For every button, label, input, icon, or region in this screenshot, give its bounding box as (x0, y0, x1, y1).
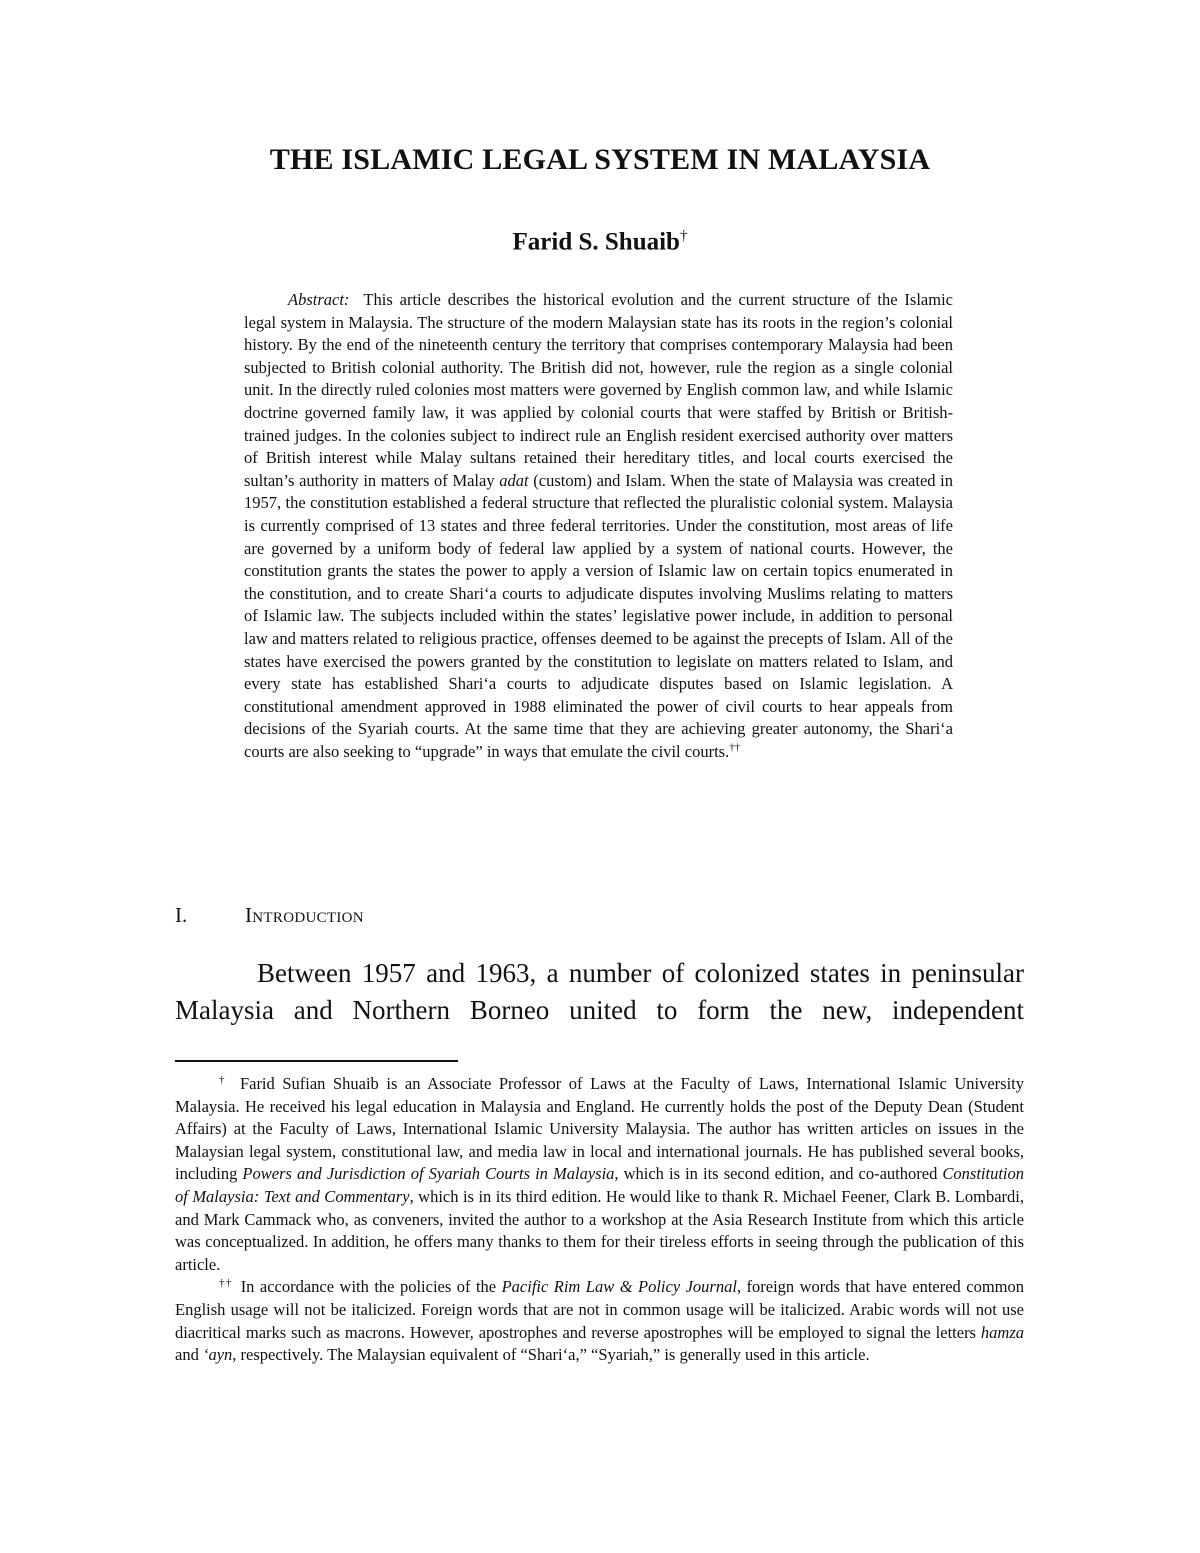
footnote-author-bio (175, 1073, 1024, 1276)
body-paragraph (175, 955, 1024, 1029)
footnote-1-text-part1: Farid Sufian Shuaib is an Associate Professor of Laws at the Faculty of Laws, International Islamic University Malaysia. He received his legal education in Malaysia and England. He currently holds the post of the Deputy Dean (Student Affairs) at the Faculty of Laws, International Islamic University Malaysia. The author has written articles on issues in the Malaysian legal system, constitutional law, and media law in local and international journals. He has published several books, including (175, 1074, 1024, 1184)
abstract-footnote-mark[interactable]: †† (729, 741, 741, 754)
footnote-2-conjunction: and (175, 1345, 199, 1365)
body-paragraph-text: Between 1957 and 1963, a number of colonized states in peninsular Malaysia and Northern Borneo united to form the new, independent (175, 958, 1024, 1025)
footnote-2-mark: †† (219, 1276, 233, 1289)
abstract-text-part1: This article describes the historical evolution and the current structure of the Islamic legal system in Malaysia. The structure of the modern Malaysian state has its roots in the region’s colonial history. By the end of the nineteenth century the territory that comprises contemporary Malaysia had been subjected to British colonial authority. The British did not, however, rule the region as a single colonial unit. In the directly ruled colonies most matters were governed by English common law, and while Islamic doctrine governed family law, it was applied by colonial courts that were staffed by British or British-trained judges. In the colonies subject to indirect rule an English resident exercised authority over matters of British interest while Malay sultans retained their hereditary titles, and local courts exercised the sultan’s authority in matters of Malay (244, 290, 953, 490)
footnote-1-book-title-2: Constitution of Malaysia: Text and Commentary (175, 1164, 1025, 1206)
footnote-1-text-part2: , which is in its second edition, and co-authored (614, 1164, 938, 1184)
footnotes (175, 1073, 1024, 1367)
author-line (0, 220, 1200, 258)
section-heading-introduction (175, 900, 364, 930)
footnote-divider (175, 1060, 458, 1062)
footnote-2-text-part3: , respectively. The Malaysian equivalent of “Shari‘a,” “Syariah,” is generally used in this article. (232, 1345, 870, 1365)
author-footnote-mark[interactable]: † (679, 228, 688, 244)
page-title: THE ISLAMIC LEGAL SYSTEM IN MALAYSIA (269, 143, 931, 176)
section-name: Introduction (245, 903, 364, 927)
footnote-2-text-part2: , foreign words that have entered common English usage will not be italicized. Foreign words that are not in common usage will be italicized. Arabic words will not use diacritical marks such as macrons. However, apostrophes and reverse apostrophes will be employed to signal the letters (175, 1277, 1024, 1342)
footnote-2-text-part1: In accordance with the policies of the (240, 1277, 497, 1297)
footnote-1-text-part3: , which is in its third edition. He would like to thank R. Michael Feener, Clark B. Lombardi, and Mark Cammack who, as conveners, invited the author to a workshop at the Asia Research Institute from which this article was conceptualized. In addition, he offers many thanks to them for their tireless efforts in seeing through the publication of this article. (175, 1186, 1024, 1274)
abstract (244, 289, 953, 763)
abstract-label: Abstract: (288, 290, 350, 309)
abstract-text-part2: (custom) and Islam. When the state of Malaysia was created in 1957, the constitution established a federal structure that reflected the pluralistic colonial system. Malaysia is currently comprised of 13 states and three federal territories. Under the constitution, most areas of life are governed by a uniform body of federal law applied by a system of national courts. However, the constitution grants the states the power to apply a version of Islamic law on certain topics enumerated in the constitution, and to create Shari‘a courts to adjudicate disputes involving Muslims relating to matters of Islamic law. The subjects included within the states’ legislative power include, in addition to personal law and matters related to religious practice, offenses deemed to be against the precepts of Islam. All of the states have exercised the powers granted by the constitution to legislate on matters related to Islam, and every state has established Shari‘a courts to adjudicate disputes based on Islamic legislation. A constitutional amendment approved in 1988 eliminated the power of civil courts to hear appeals from decisions of the Syariah courts. At the same time that they are achieving greater autonomy, the Shari‘a courts are also seeking to “upgrade” in ways that emulate the civil courts. (244, 470, 954, 761)
footnote-2-term-ayn: ‘ayn (202, 1345, 233, 1365)
author-name: Farid S. Shuaib (512, 228, 680, 256)
footnote-2-term-hamza: hamza (980, 1322, 1024, 1342)
footnote-1-mark: † (219, 1073, 228, 1086)
footnote-transliteration-policy (175, 1276, 1024, 1366)
section-number: I. (175, 903, 188, 927)
abstract-term-adat: adat (499, 470, 529, 490)
footnote-1-book-title-1: Powers and Jurisdiction of Syariah Courts in Malaysia (242, 1164, 615, 1184)
footnote-2-journal-title: Pacific Rim Law & Policy Journal (501, 1277, 737, 1297)
